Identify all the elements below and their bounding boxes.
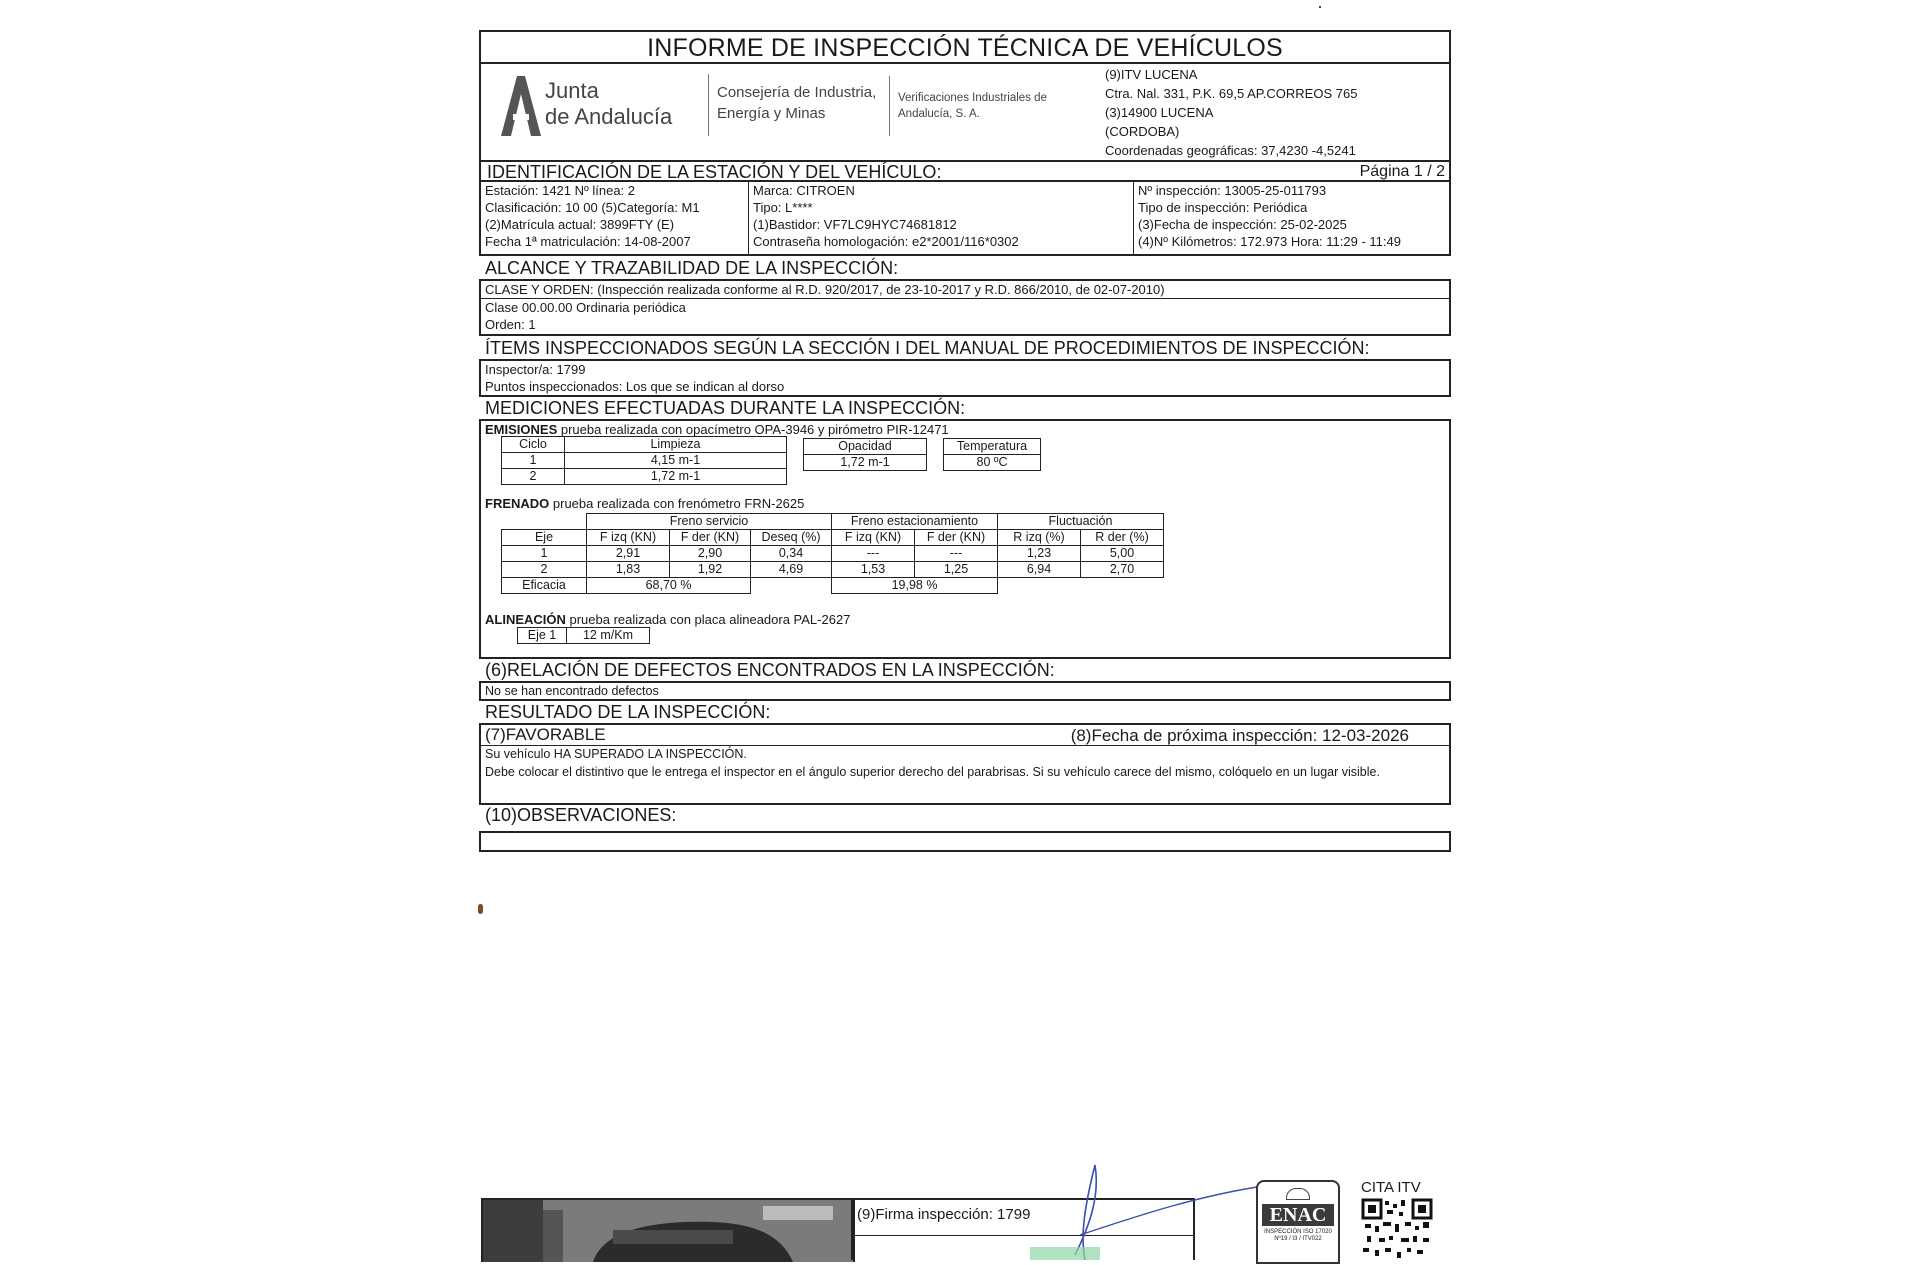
page-number: Página 1 / 2 — [1359, 163, 1445, 180]
alcance-box: CLASE Y ORDEN: (Inspección realizada conforme al R.D. 920/2017, de 23-10-2017 y R.D. 866/2010, de 02-07-2010) Clase 00.00.00 Ordinaria periódica Orden: 1 — [479, 279, 1451, 336]
enac-logo-icon: ENAC INSPECCIÓN ISO 17020 Nº19 / I3 / ITV022 — [1256, 1180, 1340, 1264]
mediciones-heading: MEDICIONES EFECTUADAS DURANTE LA INSPECCIÓN: — [485, 398, 966, 418]
defectos-heading: (6)RELACIÓN DE DEFECTOS ENCONTRADOS EN LA INSPECCIÓN: — [485, 660, 1055, 680]
junta-logo-text: Junta de Andalucía — [545, 78, 673, 129]
report-title: INFORME DE INSPECCIÓN TÉCNICA DE VEHÍCULOS — [479, 30, 1451, 64]
observaciones-heading: (10)OBSERVACIONES: — [485, 805, 677, 825]
qr-code-icon[interactable] — [1361, 1198, 1433, 1265]
observaciones-box — [479, 831, 1451, 852]
mediciones-box: EMISIONES prueba realizada con opacímetro OPA-3946 y pirómetro PIR-12471 Ciclo Limpieza 1 4,15 m-1 2 1,72 m-1 Opacidad 1,72 m-1 Temperatura 80 ºC FRENADO prueba realizada con frenómetro FRN-2625 Freno servicio Freno estacionamiento Fluctuación Eje F izq (KN) F der (KN) Deseq (%) F izq (KN) F der (KN) R izq (%) R der (%) 1 2,91 2,90 0,34 --- --- 1,23 5,00 2 1,83 1,92 4,69 1,53 1,25 6,94 2,70 Eficacia 68,70 % 19,98 % ALINEACIÓN prueba realizada con placa alineadora PAL-2627 Eje 1 12 m/Km — [479, 419, 1451, 659]
consejeria-text: Consejería de Industria, Energía y Minas — [717, 84, 877, 122]
resultado-heading: RESULTADO DE LA INSPECCIÓN: — [485, 702, 771, 722]
proxima-inspeccion: (8)Fecha de próxima inspección: 12-03-2026 — [1070, 726, 1409, 745]
resultado-box: (7)FAVORABLE (8)Fecha de próxima inspección: 12-03-2026 Su vehículo HA SUPERADO LA INSPECCIÓN. Debe colocar el distintivo que le entrega el inspector en el ángulo superior derecho del parabrisas. Si su vehículo carece del mismo, colóquelo en un lugar visible. — [479, 723, 1451, 805]
firma-label: (9)Firma inspección: 1799 — [857, 1206, 1031, 1223]
speck-mark — [478, 904, 483, 914]
emisiones-table: Ciclo Limpieza 1 4,15 m-1 2 1,72 m-1 — [501, 436, 787, 485]
items-box: Inspector/a: 1799 Puntos inspeccionados: Los que se indican al dorso — [479, 359, 1451, 397]
opacidad-table: Opacidad 1,72 m-1 — [803, 438, 927, 471]
speck-dot — [1319, 6, 1321, 8]
report-header — [479, 64, 1451, 160]
emisiones-label: EMISIONES — [485, 422, 558, 437]
alineacion-table: Eje 1 12 m/Km — [517, 627, 650, 644]
frenado-row-2: 2 1,83 1,92 4,69 1,53 1,25 6,94 2,70 — [502, 562, 1164, 578]
frenado-row-1: 1 2,91 2,90 0,34 --- --- 1,23 5,00 — [502, 546, 1164, 562]
alineacion-label: ALINEACIÓN — [485, 612, 566, 627]
eficacia-row: Eficacia 68,70 % 19,98 % — [502, 578, 1164, 594]
alcance-heading: ALCANCE Y TRAZABILIDAD DE LA INSPECCIÓN: — [485, 258, 899, 278]
vehicle-photo — [481, 1198, 855, 1262]
result-favorable: (7)FAVORABLE — [485, 725, 606, 744]
frenado-label: FRENADO — [485, 496, 550, 511]
station-info: (9)ITV LUCENA Ctra. Nal. 331, P.K. 69,5 AP.CORREOS 765 (3)14900 LUCENA (CORDOBA) Coordenadas geográficas: 37,4230 -4,5241 — [1105, 67, 1358, 158]
items-heading: ÍTEMS INSPECCIONADOS SEGÚN LA SECCIÓN I DEL MANUAL DE PROCEDIMIENTOS DE INSPECCIÓN: — [485, 338, 1370, 358]
signature-icon — [1000, 1155, 1280, 1260]
identificacion-table: Estación: 1421 Nº línea: 2 Clasificación: 10 00 (5)Categoría: M1 (2)Matrícula actual: 3899FTY (E) Fecha 1ª matriculación: 14-08-2007 Marca: CITROEN Tipo: L**** (1)Bastidor: VF7LC9HYC74681812 Contraseña homologación: e2*2001/116*0302 Nº inspección: 13005-25-011793 Tipo de inspección: Periódica (3)Fecha de inspección: 25-02-2025 (4)Nº Kilómetros: 172.973 Hora: 11:29 - 11:49 — [479, 180, 1451, 256]
verificaciones-text: Verificaciones Industriales de Andalucía, S. A. — [898, 92, 1047, 120]
temperatura-table: Temperatura 80 ºC — [943, 438, 1041, 471]
frenado-table: Freno servicio Freno estacionamiento Fluctuación Eje F izq (KN) F der (KN) Deseq (%) F izq (KN) F der (KN) R izq (%) R der (%) 1 2,91 2,90 0,34 --- --- 1,23 5,00 2 1,83 1,92 4,69 1,53 1,25 6,94 2,70 Eficacia 68,70 % 19,98 % — [501, 513, 1164, 594]
cita-itv-label: CITA ITV — [1361, 1179, 1421, 1196]
defectos-box: No se han encontrado defectos — [479, 681, 1451, 701]
identificacion-heading: IDENTIFICACIÓN DE LA ESTACIÓN Y DEL VEHÍCULO: — [487, 162, 942, 182]
junta-logo-icon — [501, 74, 541, 143]
inspection-report — [479, 30, 1451, 852]
